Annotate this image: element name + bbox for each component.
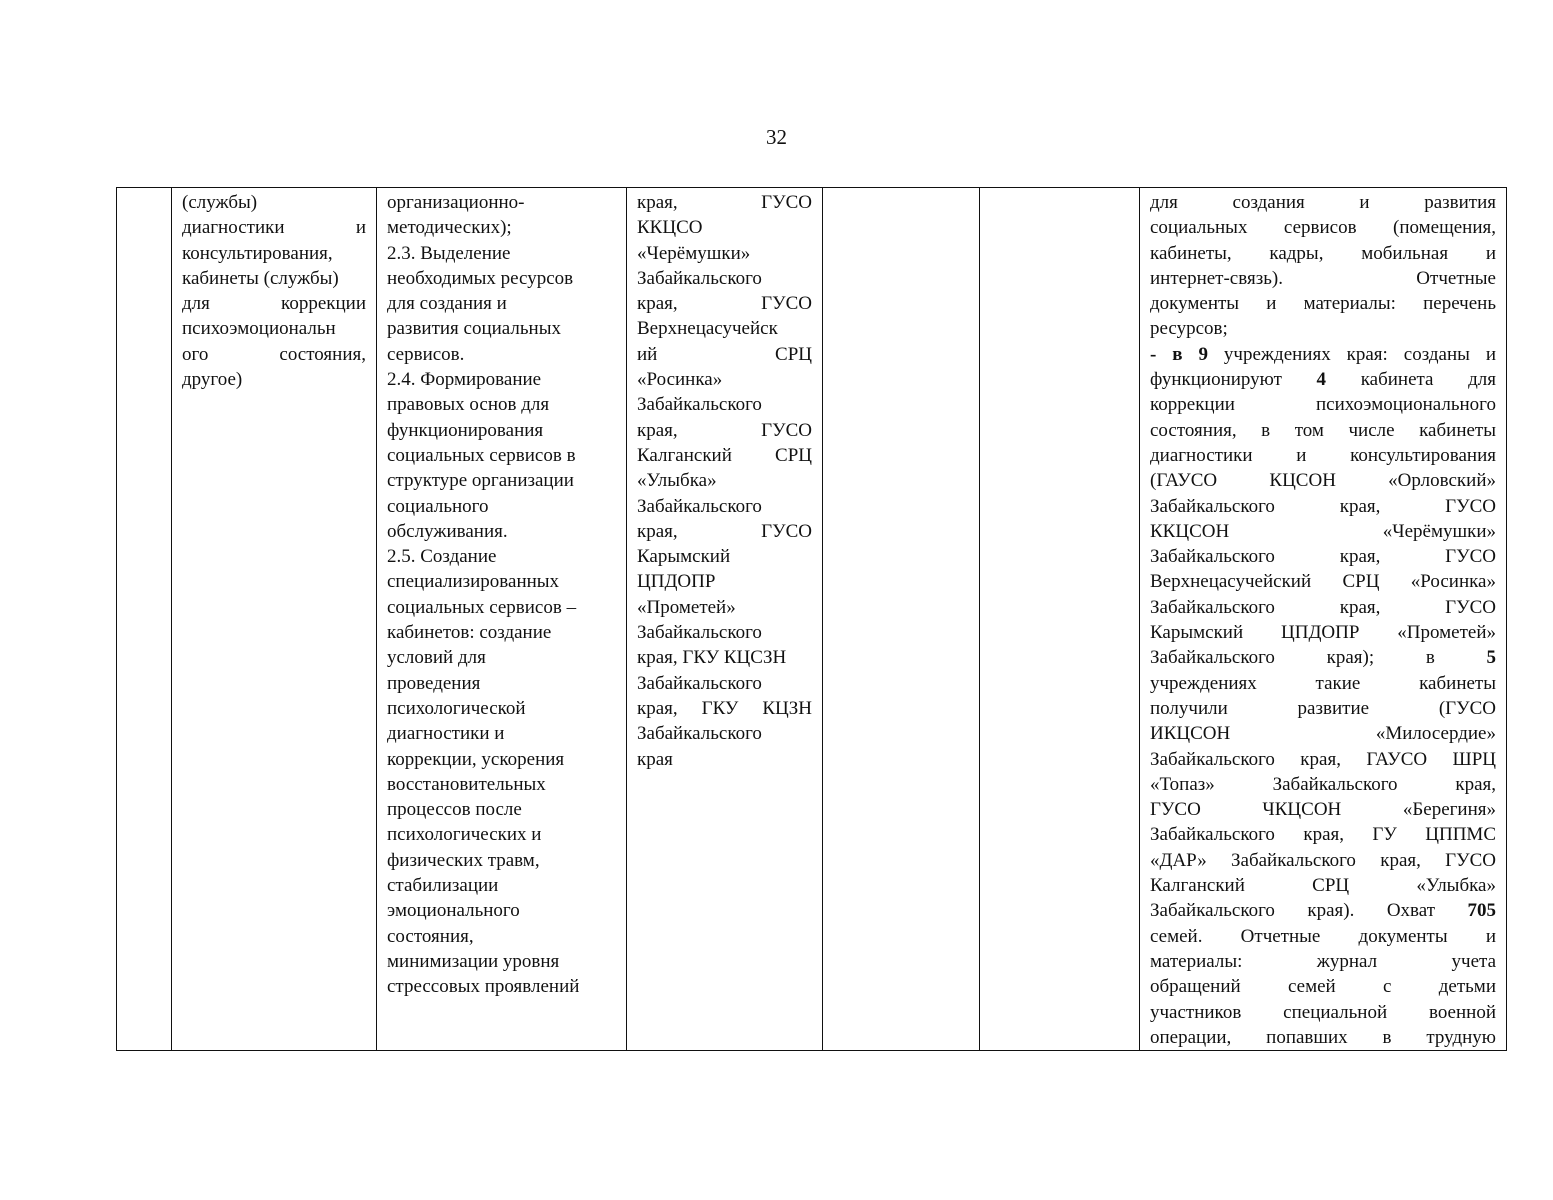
- text-line: кабинеты (службы): [182, 267, 339, 289]
- text-line: коррекции, ускорения: [387, 748, 565, 770]
- text-line: Забайкальского края, ГУСО: [1150, 546, 1496, 568]
- text-line: психологической: [387, 697, 526, 719]
- text-line: края, ГУСО: [637, 293, 812, 315]
- text-line: условий для: [387, 647, 486, 669]
- text-line: ККЦСОН «Черёмушки»: [1150, 520, 1496, 542]
- text-line: диагностики и консультирования: [1150, 444, 1496, 466]
- text-line: Забайкальского края, ГУ ЦППМС: [1150, 824, 1496, 846]
- text-line: (ГАУСО КЦСОН «Орловский»: [1150, 470, 1496, 492]
- text-line: материалы: журнал учета: [1150, 950, 1496, 972]
- bold-text: - в: [1150, 343, 1199, 365]
- text-line: края, ГУСО: [637, 419, 812, 441]
- text-line: «Улыбка»: [637, 470, 717, 492]
- text-line: «Прометей»: [637, 596, 736, 618]
- text-line: ККЦСО: [637, 217, 703, 239]
- text-line: получили развитие (ГУСО: [1150, 697, 1496, 719]
- bold-number: 705: [1467, 900, 1496, 922]
- table-cell-measures: [377, 188, 627, 1051]
- text-line: кабинеты, кадры, мобильная и: [1150, 242, 1496, 264]
- text-line: состояния,: [387, 925, 474, 947]
- text-line: 2.5. Создание: [387, 546, 497, 568]
- text-line: 2.4. Формирование: [387, 369, 542, 391]
- text-line: «ДАР» Забайкальского края, ГУСО: [1150, 849, 1496, 871]
- text-line: обращений семей с детьми: [1150, 976, 1496, 998]
- text-line: структуре организации: [387, 470, 574, 492]
- text-line: ИКЦСОН «Милосердие»: [1150, 723, 1496, 745]
- page-number: 32: [766, 125, 787, 149]
- text-line: Забайкальского: [637, 723, 762, 745]
- table-cell-number: [117, 188, 172, 1051]
- bold-number: 4: [1316, 369, 1327, 391]
- text-line: диагностики и: [182, 217, 366, 239]
- text-line: физических травм,: [387, 849, 540, 871]
- text-line: эмоционального: [387, 900, 520, 922]
- text-line: сервисов.: [387, 343, 465, 365]
- text-line: социальных сервисов в: [387, 444, 576, 466]
- text-line: стрессовых проявлений: [387, 976, 580, 998]
- text-line: [1150, 898, 1496, 923]
- text-line: «Топаз» Забайкальского края,: [1150, 773, 1496, 795]
- text-line: восстановительных: [387, 773, 546, 795]
- text-line: учреждениях такие кабинеты: [1150, 672, 1496, 694]
- text-line: [1150, 342, 1496, 367]
- table-cell-empty: [980, 188, 1140, 1051]
- text-fragment: Забайкальского края); в: [1150, 647, 1487, 669]
- text-line: обслуживания.: [387, 520, 508, 542]
- text-line: Забайкальского края, ГУСО: [1150, 495, 1496, 517]
- text-line: Калганский СРЦ «Улыбка»: [1150, 875, 1496, 897]
- text-line: операции, попавших в трудную: [1150, 1026, 1496, 1048]
- text-line: для создания и развития: [1150, 192, 1496, 213]
- text-line: ЦПДОПР: [637, 571, 716, 593]
- text-line: проведения: [387, 672, 481, 694]
- text-line: «Росинка»: [637, 369, 723, 391]
- text-line: специализированных: [387, 571, 560, 593]
- text-line: края, ГУСО: [637, 192, 812, 213]
- bold-number: 5: [1486, 647, 1496, 669]
- text-line: Верхнецасучейск: [637, 318, 778, 340]
- text-line: Забайкальского: [637, 394, 762, 416]
- bold-number: 9: [1198, 343, 1208, 365]
- text-line: Забайкальского: [637, 672, 762, 694]
- text-line: [1150, 645, 1496, 670]
- text-line: другое): [182, 369, 243, 391]
- text-line: коррекции психоэмоционального: [1150, 394, 1496, 416]
- text-fragment: функционируют: [1150, 369, 1317, 391]
- text-line: 2.3. Выделение: [387, 242, 511, 264]
- text-fragment: учреждениях края: созданы и: [1207, 343, 1496, 365]
- text-line: ГУСО ЧКЦСОН «Берегиня»: [1150, 799, 1496, 821]
- text-line: Забайкальского: [637, 622, 762, 644]
- text-line: методических);: [387, 217, 512, 239]
- text-line: функционирования: [387, 419, 544, 441]
- table-cell-executors: [627, 188, 823, 1051]
- text-line: участников специальной военной: [1150, 1001, 1496, 1023]
- text-line: состояния, в том числе кабинеты: [1150, 419, 1496, 441]
- text-line: края: [637, 748, 673, 770]
- text-line: ого состояния,: [182, 343, 366, 365]
- text-line: интернет-связь). Отчетные: [1150, 267, 1496, 289]
- text-line: психологических и: [387, 824, 542, 846]
- text-line: организационно-: [387, 192, 525, 213]
- text-line: психоэмоциональн: [182, 318, 336, 340]
- text-line: стабилизации: [387, 875, 499, 897]
- text-line: края, ГУСО: [637, 520, 812, 542]
- text-line: развития социальных: [387, 318, 561, 340]
- text-line: края, ГКУ КЦСЗН: [637, 647, 787, 669]
- text-line: Карымский ЦПДОПР «Прометей»: [1150, 622, 1496, 644]
- text-line: Забайкальского: [637, 495, 762, 517]
- document-table: [116, 187, 1507, 1051]
- table-cell-service-type: [172, 188, 377, 1051]
- text-line: Забайкальского края, ГАУСО ШРЦ: [1150, 748, 1496, 770]
- text-line: семей. Отчетные документы и: [1150, 925, 1496, 947]
- text-line: Карымский: [637, 546, 731, 568]
- text-line: Калганский СРЦ: [637, 444, 812, 466]
- table-row: [117, 188, 1507, 1051]
- text-line: документы и материалы: перечень: [1150, 293, 1496, 315]
- text-line: социальных сервисов (помещения,: [1150, 217, 1496, 239]
- text-line: Забайкальского края, ГУСО: [1150, 596, 1496, 618]
- text-line: правовых основ для: [387, 394, 550, 416]
- text-fragment: кабинета для: [1326, 369, 1496, 391]
- table-cell-results: [1140, 188, 1507, 1051]
- text-line: ресурсов;: [1150, 318, 1228, 340]
- text-line: консультирования,: [182, 242, 333, 264]
- text-line: процессов после: [387, 799, 522, 821]
- text-line: [1150, 367, 1496, 392]
- text-line: ий СРЦ: [637, 343, 812, 365]
- text-line: социального: [387, 495, 489, 517]
- text-line: диагностики и: [387, 723, 505, 745]
- text-line: (службы): [182, 192, 258, 213]
- text-line: «Черёмушки»: [637, 242, 751, 264]
- text-line: Забайкальского: [637, 267, 762, 289]
- text-line: для коррекции: [182, 293, 366, 315]
- text-line: необходимых ресурсов: [387, 267, 574, 289]
- text-fragment: Забайкальского края). Охват: [1150, 900, 1468, 922]
- text-line: для создания и: [387, 293, 507, 315]
- text-line: края, ГКУ КЦЗН: [637, 697, 812, 719]
- table-cell-empty: [823, 188, 980, 1051]
- text-line: социальных сервисов –: [387, 596, 577, 618]
- text-line: минимизации уровня: [387, 950, 560, 972]
- text-line: Верхнецасучейский СРЦ «Росинка»: [1150, 571, 1496, 593]
- text-line: кабинетов: создание: [387, 622, 552, 644]
